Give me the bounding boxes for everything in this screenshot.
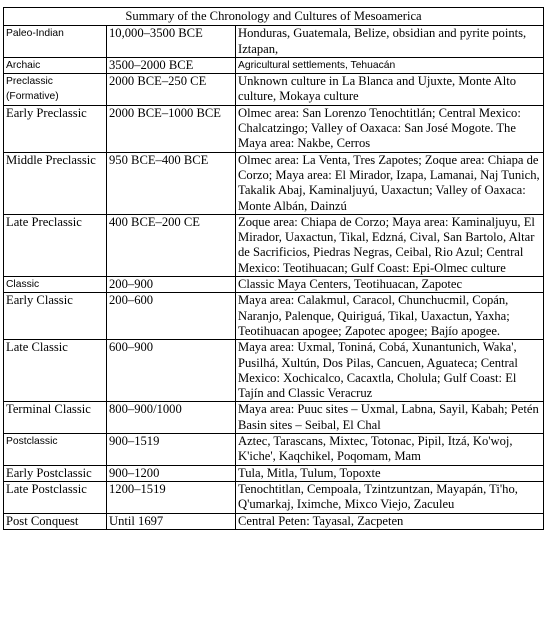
period-cell: Postclassic — [4, 434, 107, 466]
dates-cell: 900–1519 — [107, 434, 236, 466]
period-cell: Preclassic (Formative) — [4, 74, 107, 106]
dates-cell: 200–600 — [107, 293, 236, 340]
caption-row — [4, 8, 544, 26]
sites-cell: Maya area: Calakmul, Caracol, Chunchucmil, Copán, Naranjo, Palenque, Quiriguá, Tikal, Uaxactun, Yaxha; Teotihuacan apogee; Zapotec apogee; Bajío apogee. — [236, 293, 544, 340]
period-cell: Archaic — [4, 57, 107, 73]
dates-cell: 950 BCE–400 BCE — [107, 152, 236, 214]
table-row — [4, 26, 544, 58]
dates-cell: 2000 BCE–1000 BCE — [107, 105, 236, 152]
table-row — [4, 481, 544, 513]
dates-cell: 200–900 — [107, 277, 236, 293]
table-row — [4, 277, 544, 293]
sites-cell: Tenochtitlan, Cempoala, Tzintzuntzan, Mayapán, Ti'ho, Q'umarkaj, Iximche, Mixco Viejo, Zaculeu — [236, 481, 544, 513]
dates-cell: 800–900/1000 — [107, 402, 236, 434]
table-row — [4, 74, 544, 106]
sites-cell: Agricultural settlements, Tehuacán — [236, 57, 544, 73]
chronology-table — [3, 7, 544, 530]
dates-cell: 400 BCE–200 CE — [107, 214, 236, 276]
table-caption: Summary of the Chronology and Cultures of Mesoamerica — [4, 8, 544, 26]
period-cell: Early Postclassic — [4, 465, 107, 481]
sites-cell: Tula, Mitla, Tulum, Topoxte — [236, 465, 544, 481]
dates-cell: 900–1200 — [107, 465, 236, 481]
table-row — [4, 465, 544, 481]
sites-cell: Central Peten: Tayasal, Zacpeten — [236, 513, 544, 529]
period-cell: Middle Preclassic — [4, 152, 107, 214]
period-cell: Classic — [4, 277, 107, 293]
sites-cell: Honduras, Guatemala, Belize, obsidian and pyrite points, Iztapan, — [236, 26, 544, 58]
table-row — [4, 152, 544, 214]
sites-cell: Olmec area: San Lorenzo Tenochtitlán; Central Mexico: Chalcatzingo; Valley of Oaxaca: San José Mogote. The Maya area: Nakbe, Cerros — [236, 105, 544, 152]
dates-cell: 2000 BCE–250 CE — [107, 74, 236, 106]
dates-cell: 10,000–3500 BCE — [107, 26, 236, 58]
sites-cell: Unknown culture in La Blanca and Ujuxte, Monte Alto culture, Mokaya culture — [236, 74, 544, 106]
dates-cell: 3500–2000 BCE — [107, 57, 236, 73]
period-cell: Early Preclassic — [4, 105, 107, 152]
table-row — [4, 402, 544, 434]
dates-cell: 1200–1519 — [107, 481, 236, 513]
table-row — [4, 513, 544, 529]
period-cell: Terminal Classic — [4, 402, 107, 434]
sites-cell: Maya area: Puuc sites – Uxmal, Labna, Sayil, Kabah; Petén Basin sites – Seibal, El Chal — [236, 402, 544, 434]
table-row — [4, 105, 544, 152]
table-row — [4, 214, 544, 276]
period-cell: Late Classic — [4, 340, 107, 402]
period-cell: Early Classic — [4, 293, 107, 340]
dates-cell: Until 1697 — [107, 513, 236, 529]
table-row — [4, 293, 544, 340]
period-cell: Late Preclassic — [4, 214, 107, 276]
dates-cell: 600–900 — [107, 340, 236, 402]
table-row — [4, 340, 544, 402]
table-row — [4, 57, 544, 73]
period-cell: Late Postclassic — [4, 481, 107, 513]
period-cell: Post Conquest — [4, 513, 107, 529]
sites-cell: Aztec, Tarascans, Mixtec, Totonac, Pipil, Itzá, Ko'woj, K'iche', Kaqchikel, Poqomam, Mam — [236, 434, 544, 466]
table-body — [4, 8, 544, 530]
sites-cell: Maya area: Uxmal, Toniná, Cobá, Xunantunich, Waka', Pusilhá, Xultún, Dos Pilas, Cancuen, Aguateca; Central Mexico: Xochicalco, Cacaxtla, Cholula; Gulf Coast: El Tajín and Classic Veracruz — [236, 340, 544, 402]
table-row — [4, 434, 544, 466]
period-cell: Paleo-Indian — [4, 26, 107, 58]
sites-cell: Classic Maya Centers, Teotihuacan, Zapotec — [236, 277, 544, 293]
sites-cell: Olmec area: La Venta, Tres Zapotes; Zoque area: Chiapa de Corzo; Maya area: El Mirador, Izapa, Lamanai, Naj Tunich, Takalik Abaj, Kaminaljuyú, Uaxactun; Valley of Oaxaca: Monte Albán, Dainzú — [236, 152, 544, 214]
sites-cell: Zoque area: Chiapa de Corzo; Maya area: Kaminaljuyu, El Mirador, Uaxactun, Tikal, Edzná, Cival, San Bartolo, Altar de Sacrificios, Piedras Negras, Ceibal, Rio Azul; Central Mexico: Teotihuacan; Gulf Coast: Epi-Olmec culture — [236, 214, 544, 276]
